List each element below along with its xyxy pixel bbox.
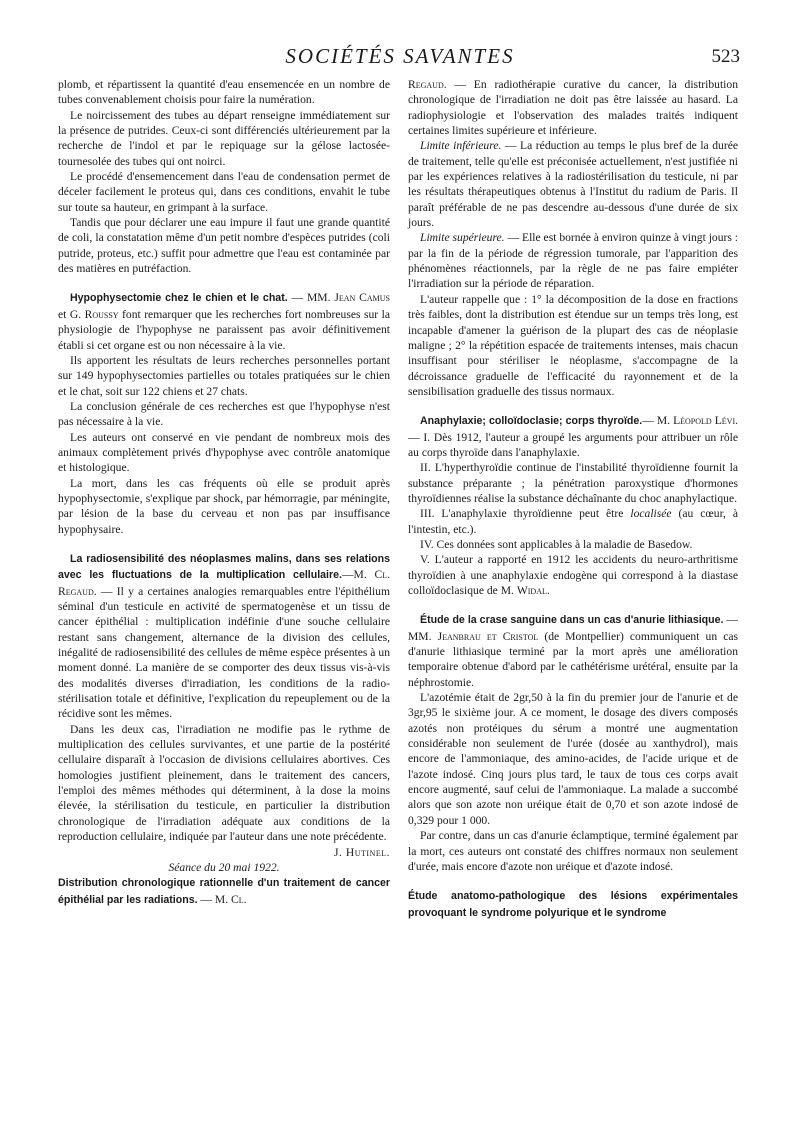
paragraph: Tandis que pour déclarer une eau impure il faut une grande quantité de coli, la constatation même d'un petit nombre d'espèces putrides (coli putride, proteus, etc.) suffit pour admettre que l'eau est contaminée par des matières en putréfaction. <box>58 216 390 276</box>
session-heading: Séance du 20 mai 1922. <box>168 860 280 874</box>
section-title: Distribution chronologique rationnelle d'un traitement de cancer épithélial par les radiations. <box>58 877 390 906</box>
right-column <box>408 77 738 921</box>
section-anaphylaxie: Anaphylaxie; colloïdoclasie; corps thyroïde.— M. Léopold Lévi. — I. Dès 1912, l'auteur a groupé les arguments pour attribuer un rôle au corps thyroïde dans l'anaphylaxie. <box>408 414 739 459</box>
paragraph: Regaud. — En radiothérapie curative du cancer, la distribution chronologique de l'irradiation ne doit pas être laissée au hasard. La radiophysiologie et l'observation des malades traités indiquent certaines limites supérieure et inférieure. <box>408 78 738 138</box>
paragraph: Le procédé d'ensemencement dans l'eau de condensation permet de déceler facilement le proteus qui, dans ces conditions, envahit le tube sur toute sa hauteur, en grimpant à la surface. <box>58 170 390 214</box>
paragraph: plomb, et répartissent la quantité d'eau ensemencée en un nombre de tubes convenablement choisis pour faire la numération. <box>58 78 390 107</box>
author: Cl. <box>231 892 247 906</box>
section-anatomo-pathologique <box>408 888 738 921</box>
author: Regaud. <box>408 78 447 91</box>
section-distribution: Distribution chronologique rationnelle d'un traitement de cancer épithélial par les radiations. — M. Cl. <box>58 877 390 906</box>
paragraph: Limite supérieure. — Elle est bornée à environ quinze à vingt jours : par la fin de la période de régression tumorale, par l'apparition des phénomènes réactionnels, par la règle de ne pas faire empiéter l'irradiation sur la période de réparation. <box>408 231 739 291</box>
running-head <box>60 44 740 72</box>
subheading: Limite supérieure. <box>420 231 505 245</box>
section-crase-sanguine: Étude de la crase sanguine dans un cas d'anurie lithiasique. —MM. Jeanbrau et Cristol (de Montpellier) communiquent un cas d'anurie lithiasique terminé par la mort après une amélioration temporaire obtenue d'abord par le cathétérisme urétéral, ensuite par la néphrostomie. <box>408 613 739 689</box>
section-radiosensibilite: La radiosensibilité des néoplasmes malins, dans ses relations avec les fluctuations de la multiplication cellulaire.—M. Cl. Regaud. — Il y a certaines analogies remarquables entre l'épithélium séminal d'un testicule en activité de spermatogenèse et un tissu de cancer épithélial : multiplication indéfinie d'une souche cellulaire restant sans changement, alternance de la division des cellules, inégalité de radiosensibilité des cellules de même espèce présentes à un moment donné. La manière de se comporter des deux tissus vis-à-vis des modalités diverses d'irradiation, les conditions de la radio-stérilisation totale et définitive, l'explication du repeuplement ou de la récidive sont les mêmes. <box>58 552 391 721</box>
section-title: Étude anatomo-pathologique des lésions expérimentales provoquant le syndrome polyurique et le syndrome <box>408 890 738 919</box>
paragraph: Le noircissement des tubes au départ renseigne immédiatement sur la présence de putrides. Ceux-ci sont différenciés ultérieurement par la recherche de l'indol et par le repiquage sur la gélose lactosée-tournesolée des tubes qui ont noirci. <box>58 108 390 168</box>
section-title: Anaphylaxie; colloïdoclasie; corps thyroïde. <box>420 415 643 428</box>
running-title: SOCIÉTÉS SAVANTES <box>285 44 515 68</box>
left-column <box>58 77 390 908</box>
paragraph: La mort, dans les cas fréquents où elle se produit après hypophysectomie, s'explique par shock, par hémorragie, par méningite, par lésion de la base du cerveau et non pas par insuffisance hypophysaire. <box>58 476 390 536</box>
paragraph: Par contre, dans un cas d'anurie éclamptique, terminé également par la mort, ces auteurs ont constaté des chiffres normaux non seulement d'urée, mais encore d'azote non uréique et d'azote indosé. <box>408 829 738 873</box>
page-number: 523 <box>711 46 740 67</box>
author: Léopold Lévi. <box>673 414 739 428</box>
paragraph: Dans les deux cas, l'irradiation ne modifie pas le rythme de multiplication des cellules survivantes, et une partie de la postérité cellulaire disparaît à l'occasion de divisions cellulaires abortives. Ces homologies justifient pleinement, dans le traitement des cancers, l'emploi des mêmes méthodes qui déterminent, à la dose la moins élevée, la stérilisation du testicule, en particulier la distribution chronologique de l'irradiation adéquate aux conditions de la reproduction cellulaire, indiquée par l'auteur dans une note précédente. <box>58 722 390 844</box>
author: Jean Camus <box>334 291 390 305</box>
paragraph: Ils apportent les résultats de leurs recherches personnelles portant sur 149 hypophysectomies partielles ou totales pratiquées sur le chien et le chat, soit sur 122 chiens et 27 chats. <box>58 353 390 398</box>
paragraph: La conclusion générale de ces recherches est que l'hypophyse n'est pas nécessaire à la vie. <box>58 399 390 429</box>
section-title: La radiosensibilité des néoplasmes malins, dans ses relations avec les fluctuations de la multiplication cellulaire. <box>58 552 390 582</box>
paragraph: L'auteur rappelle que : 1° la décomposition de la dose en fractions très faibles, dont la distribution est étendue sur un temps très long, est incapable d'amener la guérison de la plupart des cas de néoplasie maligne ; 2° la répétition espacée de traitements intenses, mais chacun insuffisant pour stériliser le néoplasme, s'accompagne de la décroissance graduelle de l'efficacité du rayonnement et de la sensibilisation graduelle des tissus normaux. <box>408 292 738 398</box>
paragraph: V. L'auteur a rapporté en 1912 les accidents du neuro-arthritisme thyroïdien à une anaphylaxie endogène qui correspond à la diastase colloïdoclasique de M. Widal. <box>408 553 738 597</box>
author: Cl. Regaud. <box>58 568 391 598</box>
section-title: Étude de la crase sanguine dans un cas d'anurie lithiasique. <box>420 614 724 627</box>
paragraph: Les auteurs ont conservé en vie pendant de nombreux mois des animaux complètement privés d'hypophyse avec contrôle anatomique et histologique. <box>58 430 390 475</box>
paragraph: II. L'hyperthyroïdie continue de l'instabilité thyroïdienne fournit la substance préparante ; la pénétration paroxystique d'hormones thyroïdiennes réalise la substance déchaînante du choc anaphylactique. <box>408 461 738 505</box>
section-hypophysectomie: Hypophysectomie chez le chien et le chat. — MM. Jean Camus et G. Roussy font remarquer que les recherches fort nombreuses sur la physiologie de l'hypophyse ne paraissent pas avoir définitivement établi si cet organe est ou non nécessaire à la vie. <box>58 291 390 352</box>
author: Jeanbrau et Cristol <box>437 629 539 643</box>
section-title: Hypophysectomie chez le chien et le chat. <box>70 292 288 305</box>
paragraph: Limite inférieure. — La réduction au temps le plus bref de la durée de traitement, telle qu'elle est préconisée actuellement, n'est justifiée ni par les expériences relatives à la radiostérilisation du testicule, ni par les résultats thérapeutiques obtenus à l'Institut du radium de Paris. Il paraît préférable de ne pas descendre au-dessous d'une durée de six jours. <box>408 139 738 230</box>
subheading: Limite inférieure. <box>420 139 502 153</box>
paragraph: L'azotémie était de 2gr,50 à la fin du premier jour de l'anurie et de 3gr,95 le sixième jour. A ce moment, le dosage des divers composés azotés non protéiques du sérum a montré une augmentation considérable non seulement de l'urée (dosée au xanthydrol), mais encore de l'ammoniaque, des amino-acides, de l'acide urique et de l'azote indosé. Cinq jours plus tard, le taux de tous ces corps avait encore augmenté, sauf celui de l'ammoniaque. La malade a succombé alors que son azote non uréique était de 0,70 et son azote indosé de 0,329 pour 1 000. <box>408 691 738 827</box>
author: G. Roussy <box>69 307 119 321</box>
paragraph: III. L'anaphylaxie thyroïdienne peut être localisée (au cœur, à l'intestin, etc.). <box>408 507 738 536</box>
paragraph: IV. Ces données sont applicables à la maladie de Basedow. <box>420 537 693 551</box>
signature: J. Hutinel. <box>334 845 390 859</box>
